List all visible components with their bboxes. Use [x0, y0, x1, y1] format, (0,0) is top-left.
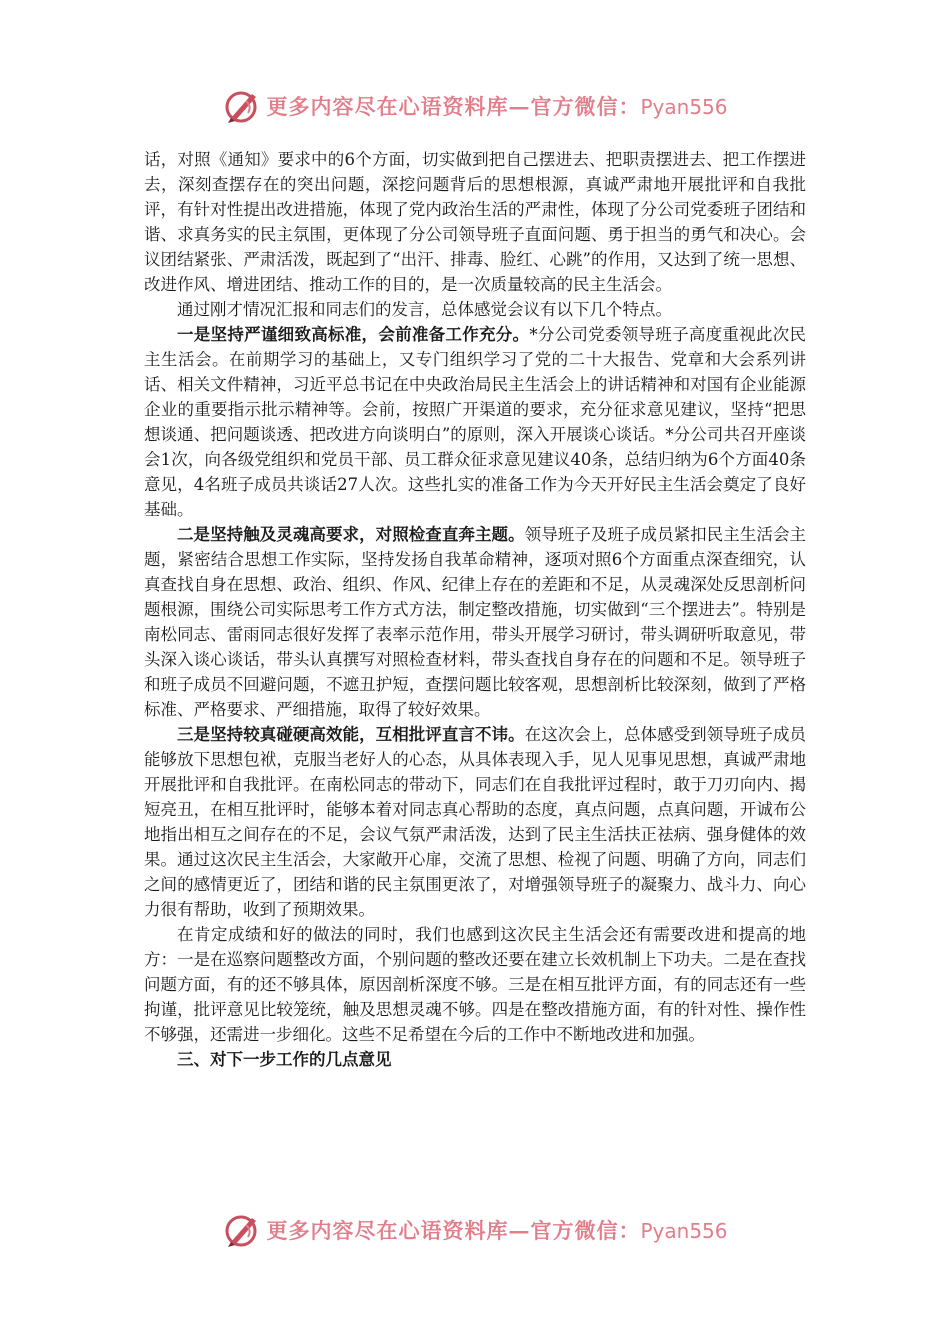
banner-text: 更多内容尽在心语资料库—官方微信：Pyan556 [266, 1218, 728, 1243]
header-banner [0, 84, 950, 128]
paragraph: 话，对照《通知》要求中的6个方面，切实做到把自己摆进去、把职责摆进去、把工作摆进去，深刻查摆存在的突出问题，深挖问题背后的思想根源，真诚严肃地开展批评和自我批评，有针对性提出改进措施，体现了党内政治生活的严肃性，体现了分公司党委班子团结和谐、求真务实的民主氛围，更体现了分公司领导班子直面问题、勇于担当的勇气和决心。会议团结紧张、严肃活泼，既起到了“出汗、排毒、脸红、心跳”的作用，又达到了统一思想、改进作风、增进团结、推动工作的目的，是一次质量较高的民主生活会。 [144, 150, 806, 294]
paragraph: 在肯定成绩和好的做法的同时，我们也感到这次民主生活会还有需要改进和提高的地方：一是在巡察问题整改方面，个别问题的整改还要在建立长效机制上下功夫。二是在查找问题方面，有的还不够具体，原因剖析深度不够。三是在相互批评方面，有的同志还有一些拘谨，批评意见比较笼统，触及思想灵魂不够。四是在整改措施方面，有的针对性、操作性不够强，还需进一步细化。这些不足希望在今后的工作中不断地改进和加强。 [144, 925, 806, 1044]
wechat-handle: Pyan556 [640, 1219, 728, 1243]
paragraph-point-three: 三是坚持较真碰硬高效能，互相批评直言不讳。在这次会上，总体感受到领导班子成员能够放下思想包袱，克服当老好人的心态，从具体表现入手，见人见事见思想，真诚严肃地开展批评和自我批评。在南松同志的带动下，同志们在自我批评过程时，敢于刀刃向内、揭短亮丑，在相互批评时，能够本着对同志真心帮助的态度，真点问题，点真问题，开诚布公地指出相互之间存在的不足，会议气氛严肃活泼，达到了民主生活扶正祛病、强身健体的效果。通过这次民主生活会，大家敞开心扉，交流了思想、检视了问题、明确了方向，同志们之间的感情更近了，团结和谐的民主氛围更浓了，对增强领导班子的凝聚力、战斗力、向心力很有帮助，收到了预期效果。 [144, 725, 807, 919]
banner-text: 更多内容尽在心语资料库—官方微信：Pyan556 [266, 94, 728, 119]
section-heading: 三、对下一步工作的几点意见 [177, 1050, 392, 1069]
pen-logo-icon [222, 86, 262, 126]
wechat-handle: Pyan556 [640, 95, 728, 119]
footer-banner [0, 1208, 950, 1252]
paragraph: 通过刚才情况汇报和同志们的发言，总体感觉会议有以下几个特点。 [177, 300, 672, 319]
pen-logo-icon [222, 1210, 262, 1250]
paragraph-point-two: 二是坚持触及灵魂高要求，对照检查直奔主题。领导班子及班子成员紧扣民主生活会主题，紧密结合思想工作实际，坚持发扬自我革命精神，逐项对照6个方面重点深查细究，认真查找自身在思想、政治、组织、作风、纪律上存在的差距和不足，从灵魂深处反思剖析问题根源，围绕公司实际思考工作方式方法，制定整改措施，切实做到“三个摆进去”。特别是南松同志、雷雨同志很好发挥了表率示范作用，带头开展学习研讨，带头调研听取意见，带头深入谈心谈话，带头认真撰写对照检查材料，带头查找自身存在的问题和不足。领导班子和班子成员不回避问题，不遮丑护短，查摆问题比较客观，思想剖析比较深刻，做到了严格标准、严格要求、严细措施，取得了较好效果。 [144, 525, 807, 719]
document-body [144, 147, 806, 1072]
paragraph-point-one: 一是坚持严谨细致高标准，会前准备工作充分。*分公司党委领导班子高度重视此次民主生活会。在前期学习的基础上，又专门组织学习了党的二十大报告、党章和大会系列讲话、相关文件精神，习近平总书记在中央政治局民主生活会上的讲话精神和对国有企业能源企业的重要指示批示精神等。会前，按照广开渠道的要求，充分征求意见建议，坚持“把思想谈通、把问题谈透、把改进方向谈明白”的原则，深入开展谈心谈话。*分公司共召开座谈会1次，向各级党组织和党员干部、员工群众征求意见建议40条，总结归纳为6个方面40条意见，4名班子成员共谈话27人次。这些扎实的准备工作为今天开好民主生活会奠定了良好基础。 [144, 325, 807, 519]
